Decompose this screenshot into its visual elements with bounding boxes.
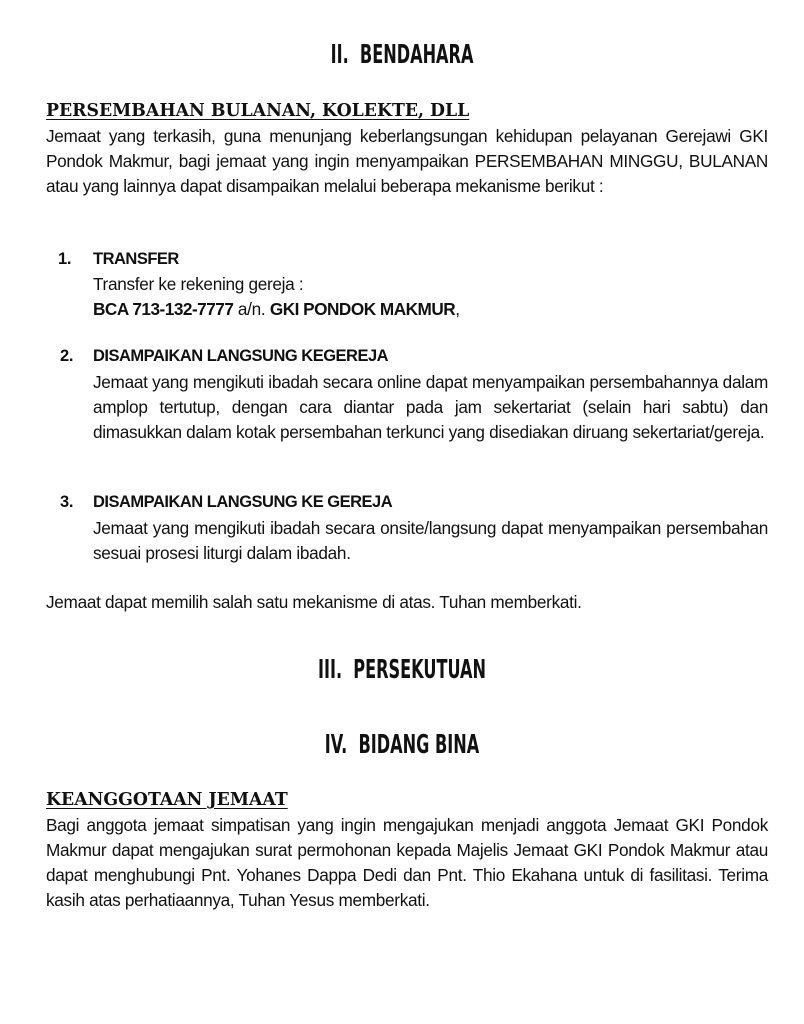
item-title: TRANSFER [93, 250, 179, 268]
section-title-bidang-bina: IV. BIDANG BINA [324, 730, 480, 760]
keanggotaan-paragraph: Bagi anggota jemaat simpatisan yang ingin mengajukan menjadi anggota Jemaat GKI Pondok Makmur dapat mengajukan surat permohonan kepada Majelis Jemaat GKI Pondok Makmur atau dapat menghubungi Pnt. Yohanes Dappa Dedi dan Pnt. Thio Ekahana untuk di fasilitasi. Terima kasih atas perhatiaannya, Tuhan Yesus memberkati. [46, 815, 768, 910]
account-end: , [455, 299, 460, 319]
item-number: 1. [58, 250, 72, 268]
bank-account-number: BCA 713-132-7777 [93, 299, 234, 319]
closing-paragraph: Jemaat dapat memilih salah satu mekanisme di atas. Tuhan memberkati. [46, 592, 582, 612]
section-title-persekutuan: III. PERSEKUTUAN [317, 655, 487, 685]
section-title-bendahara: II. BENDAHARA [330, 40, 474, 70]
item-body: Jemaat yang mengikuti ibadah secara online dapat menyampaikan persembahannya dalam amplop tertutup, dengan cara diantar pada jam sekertariat (selain hari sabtu) dan dimasukkan dalam kotak persembahan terkunci yang disediakan diruang sekertariat/gereja. [93, 372, 768, 442]
item-title: DISAMPAIKAN LANGSUNG KEGEREJA [93, 347, 389, 365]
item-number: 2. [60, 347, 74, 365]
transfer-instruction: Transfer ke rekening gereja : [93, 274, 304, 294]
subheading-persembahan: PERSEMBAHAN BULANAN, KOLEKTE, DLL [46, 100, 470, 121]
intro-paragraph: Jemaat yang terkasih, guna menunjang keberlangsungan kehidupan pelayanan Gerejawi GKI Pondok Makmur, bagi jemaat yang ingin menyampaikan PERSEMBAHAN MINGGU, BULANAN atau yang lainnya dapat disampaikan melalui beberapa mekanisme berikut : [46, 126, 768, 196]
item-body: Jemaat yang mengikuti ibadah secara onsite/langsung dapat menyampaikan persembahan sesuai prosesi liturgi dalam ibadah. [93, 518, 768, 563]
bank-account-line [93, 299, 460, 320]
item-number: 3. [60, 493, 74, 511]
subheading-keanggotaan: KEANGGOTAAN JEMAAT [46, 789, 288, 810]
item-title: DISAMPAIKAN LANGSUNG KE GEREJA [93, 493, 393, 511]
account-connector: a/n. [233, 299, 270, 319]
account-holder-name: GKI PONDOK MAKMUR [269, 299, 456, 319]
